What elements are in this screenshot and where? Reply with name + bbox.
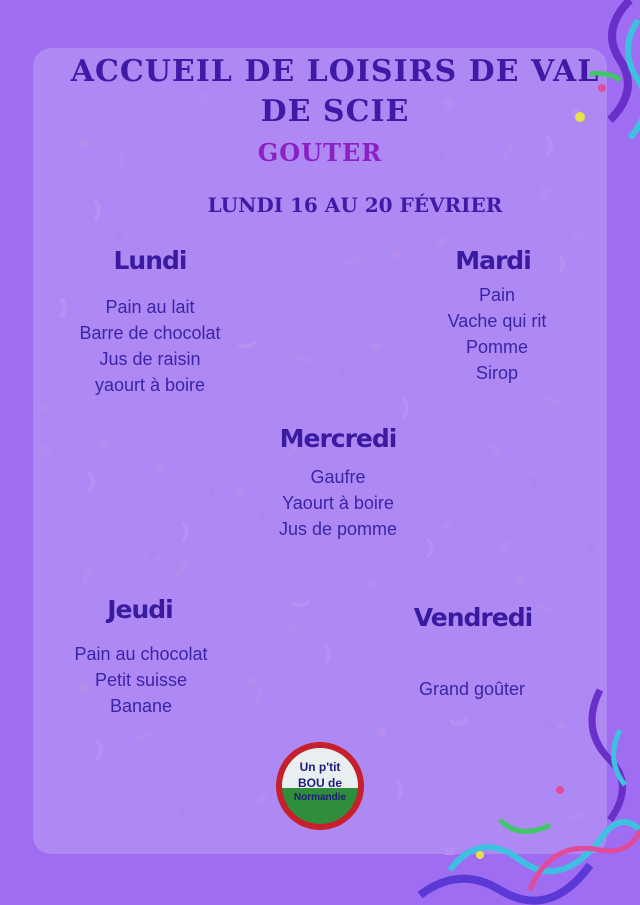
menu-list-mercredi <box>238 464 438 542</box>
page-subtitle: GOUTER <box>257 138 383 167</box>
day-heading-vendredi: Vendredi <box>413 603 533 632</box>
menu-item: yaourt à boire <box>94 375 206 395</box>
menu-item: Petit suisse <box>94 670 188 690</box>
menu-item: Jus de raisin <box>99 349 201 369</box>
menu-list-jeudi <box>41 641 241 719</box>
menu-item: Pomme <box>465 337 528 357</box>
date-range: LUNDI 16 AU 20 FÉVRIER <box>207 193 503 217</box>
day-heading-mercredi: Mercredi <box>279 424 397 453</box>
brand-logo <box>276 742 364 830</box>
menu-item: Gaufre <box>310 467 366 487</box>
day-heading-mardi: Mardi <box>455 246 531 275</box>
menu-list-mardi <box>397 282 597 386</box>
menu-item: Grand goûter <box>418 679 526 699</box>
menu-item: Pain au chocolat <box>74 644 208 664</box>
day-heading-jeudi: Jeudi <box>107 595 173 624</box>
menu-item: Pain <box>478 285 516 305</box>
menu-item: Jus de pomme <box>278 519 398 539</box>
menu-item: Yaourt à boire <box>282 493 394 513</box>
menu-list-vendredi <box>372 676 572 702</box>
menu-item: Banane <box>109 696 173 716</box>
day-heading-lundi: Lundi <box>113 246 187 275</box>
menu-item: Sirop <box>475 363 519 383</box>
logo-line-3: Normandie <box>293 792 347 803</box>
logo-line-1: Un p'tit <box>299 760 341 774</box>
streamer-bottom-right-decoration <box>410 670 640 905</box>
menu-list-lundi <box>50 294 250 398</box>
menu-item: Barre de chocolat <box>79 323 221 343</box>
menu-item: Vache qui rit <box>447 311 547 331</box>
logo-badge <box>282 748 358 824</box>
logo-line-2: BOU de <box>297 776 342 790</box>
page-title: ACCUEIL DE LOISIRS DE VAL DE SCIE <box>70 54 600 129</box>
menu-item: Pain au lait <box>105 297 195 317</box>
